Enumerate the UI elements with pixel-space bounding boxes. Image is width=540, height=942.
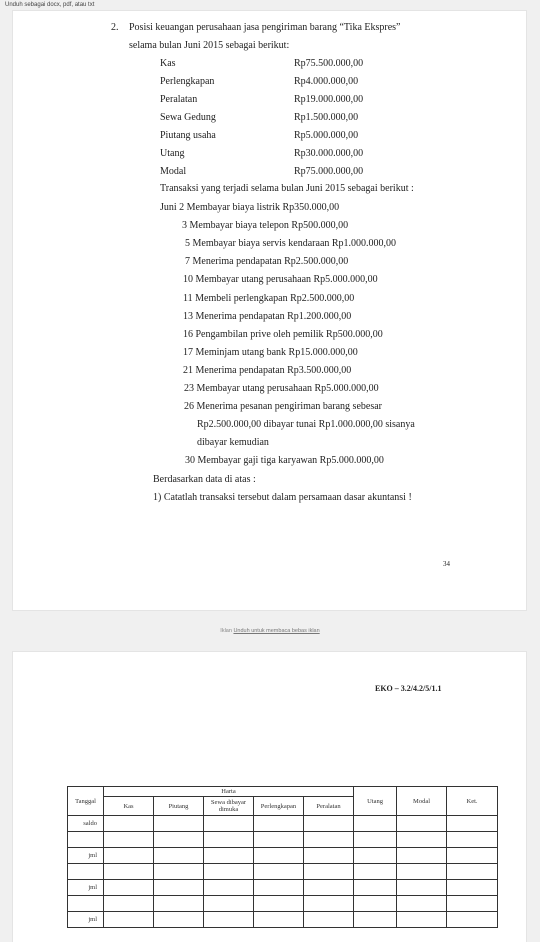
table-cell bbox=[354, 896, 397, 912]
row-date-cell: saldo bbox=[68, 816, 104, 832]
table-cell bbox=[154, 848, 204, 864]
table-cell bbox=[104, 816, 154, 832]
table-cell bbox=[447, 912, 498, 928]
table-cell bbox=[104, 832, 154, 848]
table-cell bbox=[254, 848, 304, 864]
table-cell bbox=[254, 816, 304, 832]
problem-number: 2. bbox=[111, 22, 119, 33]
table-cell bbox=[447, 896, 498, 912]
header-peralatan: Peralatan bbox=[304, 797, 354, 816]
table-cell bbox=[354, 816, 397, 832]
table-cell bbox=[154, 880, 204, 896]
transaction-line: 10 Membayar utang perusahaan Rp5.000.000,00 bbox=[183, 274, 378, 286]
transaction-line: 5 Membayar biaya servis kendaraan Rp1.000.000,00 bbox=[185, 238, 397, 250]
balance-value: Rp75.500.000,00 bbox=[294, 58, 364, 69]
header-ket: Ket. bbox=[447, 787, 498, 816]
table-cell bbox=[304, 848, 354, 864]
header-kas: Kas bbox=[104, 797, 154, 816]
table-cell bbox=[304, 912, 354, 928]
table-row bbox=[68, 864, 498, 880]
table-cell bbox=[397, 880, 447, 896]
table-row bbox=[68, 848, 498, 864]
table-cell bbox=[447, 880, 498, 896]
row-date-cell bbox=[68, 864, 104, 880]
page-number: 34 bbox=[443, 560, 450, 568]
balance-value: Rp5.000.000,00 bbox=[294, 130, 359, 141]
table-cell bbox=[447, 816, 498, 832]
table-cell bbox=[104, 880, 154, 896]
table-row bbox=[68, 880, 498, 896]
table-cell bbox=[447, 864, 498, 880]
table-cell bbox=[354, 848, 397, 864]
transaction-line: dibayar kemudian bbox=[197, 437, 269, 449]
transaction-line: 26 Menerima pesanan pengiriman barang sebesar bbox=[184, 401, 382, 413]
table-cell bbox=[204, 864, 254, 880]
table-cell bbox=[397, 816, 447, 832]
table-cell bbox=[447, 832, 498, 848]
ad-notice bbox=[0, 628, 540, 634]
balance-value: Rp75.000.000,00 bbox=[294, 166, 364, 177]
table-cell bbox=[254, 880, 304, 896]
table-cell bbox=[104, 848, 154, 864]
balance-value: Rp30.000.000,00 bbox=[294, 148, 364, 159]
download-banner[interactable]: Unduh sebagai docx, pdf, atau txt bbox=[5, 2, 95, 8]
transaction-line: 13 Menerima pendapatan Rp1.200.000,00 bbox=[183, 310, 352, 322]
document-page-2 bbox=[13, 652, 526, 942]
table-cell bbox=[397, 912, 447, 928]
table-row bbox=[68, 896, 498, 912]
balance-label: Perlengkapan bbox=[160, 76, 215, 87]
problem-intro-line1: Posisi keuangan perusahaan jasa pengiriman barang “Tika Ekspres” bbox=[129, 22, 401, 33]
table-cell bbox=[354, 912, 397, 928]
table-cell bbox=[304, 832, 354, 848]
row-date-cell: jml bbox=[68, 848, 104, 864]
row-date-cell: jml bbox=[68, 912, 104, 928]
table-row bbox=[68, 912, 498, 928]
balance-label: Kas bbox=[160, 58, 176, 69]
header-sewa-dibayar-dimuka: Sewa dibayar dimuka bbox=[204, 797, 254, 816]
row-date-cell: jml bbox=[68, 880, 104, 896]
header-harta: Harta bbox=[104, 787, 354, 797]
balance-value: Rp19.000.000,00 bbox=[294, 94, 364, 105]
transaction-line: 30 Membayar gaji tiga karyawan Rp5.000.000,00 bbox=[185, 455, 384, 467]
balance-label: Piutang usaha bbox=[160, 130, 216, 141]
table-cell bbox=[304, 880, 354, 896]
transaction-line: 17 Meminjam utang bank Rp15.000.000,00 bbox=[183, 346, 358, 358]
table-cell bbox=[354, 864, 397, 880]
balance-value: Rp1.500.000,00 bbox=[294, 112, 359, 123]
table-cell bbox=[304, 864, 354, 880]
table-cell bbox=[304, 816, 354, 832]
balance-label: Sewa Gedung bbox=[160, 112, 216, 123]
table-cell bbox=[204, 832, 254, 848]
table-cell bbox=[154, 832, 204, 848]
document-page-1 bbox=[13, 11, 526, 610]
row-date-cell bbox=[68, 896, 104, 912]
transaction-line: 11 Membeli perlengkapan Rp2.500.000,00 bbox=[183, 292, 355, 304]
table-cell bbox=[397, 848, 447, 864]
row-date-cell bbox=[68, 832, 104, 848]
table-cell bbox=[104, 912, 154, 928]
table-cell bbox=[154, 816, 204, 832]
table-cell bbox=[254, 912, 304, 928]
balance-label: Peralatan bbox=[160, 94, 198, 105]
balance-label: Modal bbox=[160, 166, 187, 177]
header-tanggal: Tanggal bbox=[68, 787, 104, 816]
table-cell bbox=[254, 832, 304, 848]
table-cell bbox=[154, 864, 204, 880]
table-row bbox=[68, 816, 498, 832]
table-cell bbox=[397, 864, 447, 880]
table-cell bbox=[204, 912, 254, 928]
table-cell bbox=[204, 816, 254, 832]
problem-intro-line2: selama bulan Juni 2015 sebagai berikut: bbox=[129, 40, 290, 51]
table-cell bbox=[204, 848, 254, 864]
task-text: 1) Catatlah transaksi tersebut dalam persamaan dasar akuntansi ! bbox=[153, 492, 412, 503]
balance-label: Utang bbox=[160, 148, 185, 159]
table-cell bbox=[254, 864, 304, 880]
table-cell bbox=[204, 896, 254, 912]
table-cell bbox=[447, 848, 498, 864]
table-cell bbox=[104, 864, 154, 880]
ad-free-download-link[interactable]: Unduh untuk membaca bebas iklan bbox=[233, 628, 320, 634]
transaction-line: 21 Menerima pendapatan Rp3.500.000,00 bbox=[183, 364, 352, 376]
header-piutang: Piutang bbox=[154, 797, 204, 816]
table-cell bbox=[154, 912, 204, 928]
balance-value: Rp4.000.000,00 bbox=[294, 76, 359, 87]
header-utang: Utang bbox=[354, 787, 397, 816]
table-cell bbox=[354, 880, 397, 896]
transaction-line: 7 Menerima pendapatan Rp2.500.000,00 bbox=[185, 256, 349, 268]
accounting-equation-table bbox=[67, 786, 498, 928]
table-cell bbox=[154, 896, 204, 912]
table-cell bbox=[304, 896, 354, 912]
table-cell bbox=[397, 832, 447, 848]
table-cell bbox=[104, 896, 154, 912]
document-code: EKO – 3.2/4.2/5/1.1 bbox=[375, 684, 442, 693]
table-cell bbox=[204, 880, 254, 896]
transactions-intro: Transaksi yang terjadi selama bulan Juni 2015 sebagai berikut : bbox=[160, 183, 414, 194]
transaction-line: 23 Membayar utang perusahaan Rp5.000.000,00 bbox=[184, 383, 379, 394]
transaction-line: Rp2.500.000,00 dibayar tunai Rp1.000.000,00 sisanya bbox=[197, 419, 415, 431]
table-cell bbox=[354, 832, 397, 848]
ad-label: Iklan bbox=[220, 628, 232, 634]
transaction-line: 3 Membayar biaya telepon Rp500.000,00 bbox=[182, 220, 349, 232]
table-cell bbox=[397, 896, 447, 912]
transaction-line: 16 Pengambilan prive oleh pemilik Rp500.000,00 bbox=[183, 328, 383, 340]
header-modal: Modal bbox=[397, 787, 447, 816]
transaction-line: Juni 2 Membayar biaya listrik Rp350.000,00 bbox=[160, 202, 340, 213]
table-row bbox=[68, 832, 498, 848]
based-on-text: Berdasarkan data di atas : bbox=[153, 474, 256, 485]
header-perlengkapan: Perlengkapan bbox=[254, 797, 304, 816]
table-cell bbox=[254, 896, 304, 912]
